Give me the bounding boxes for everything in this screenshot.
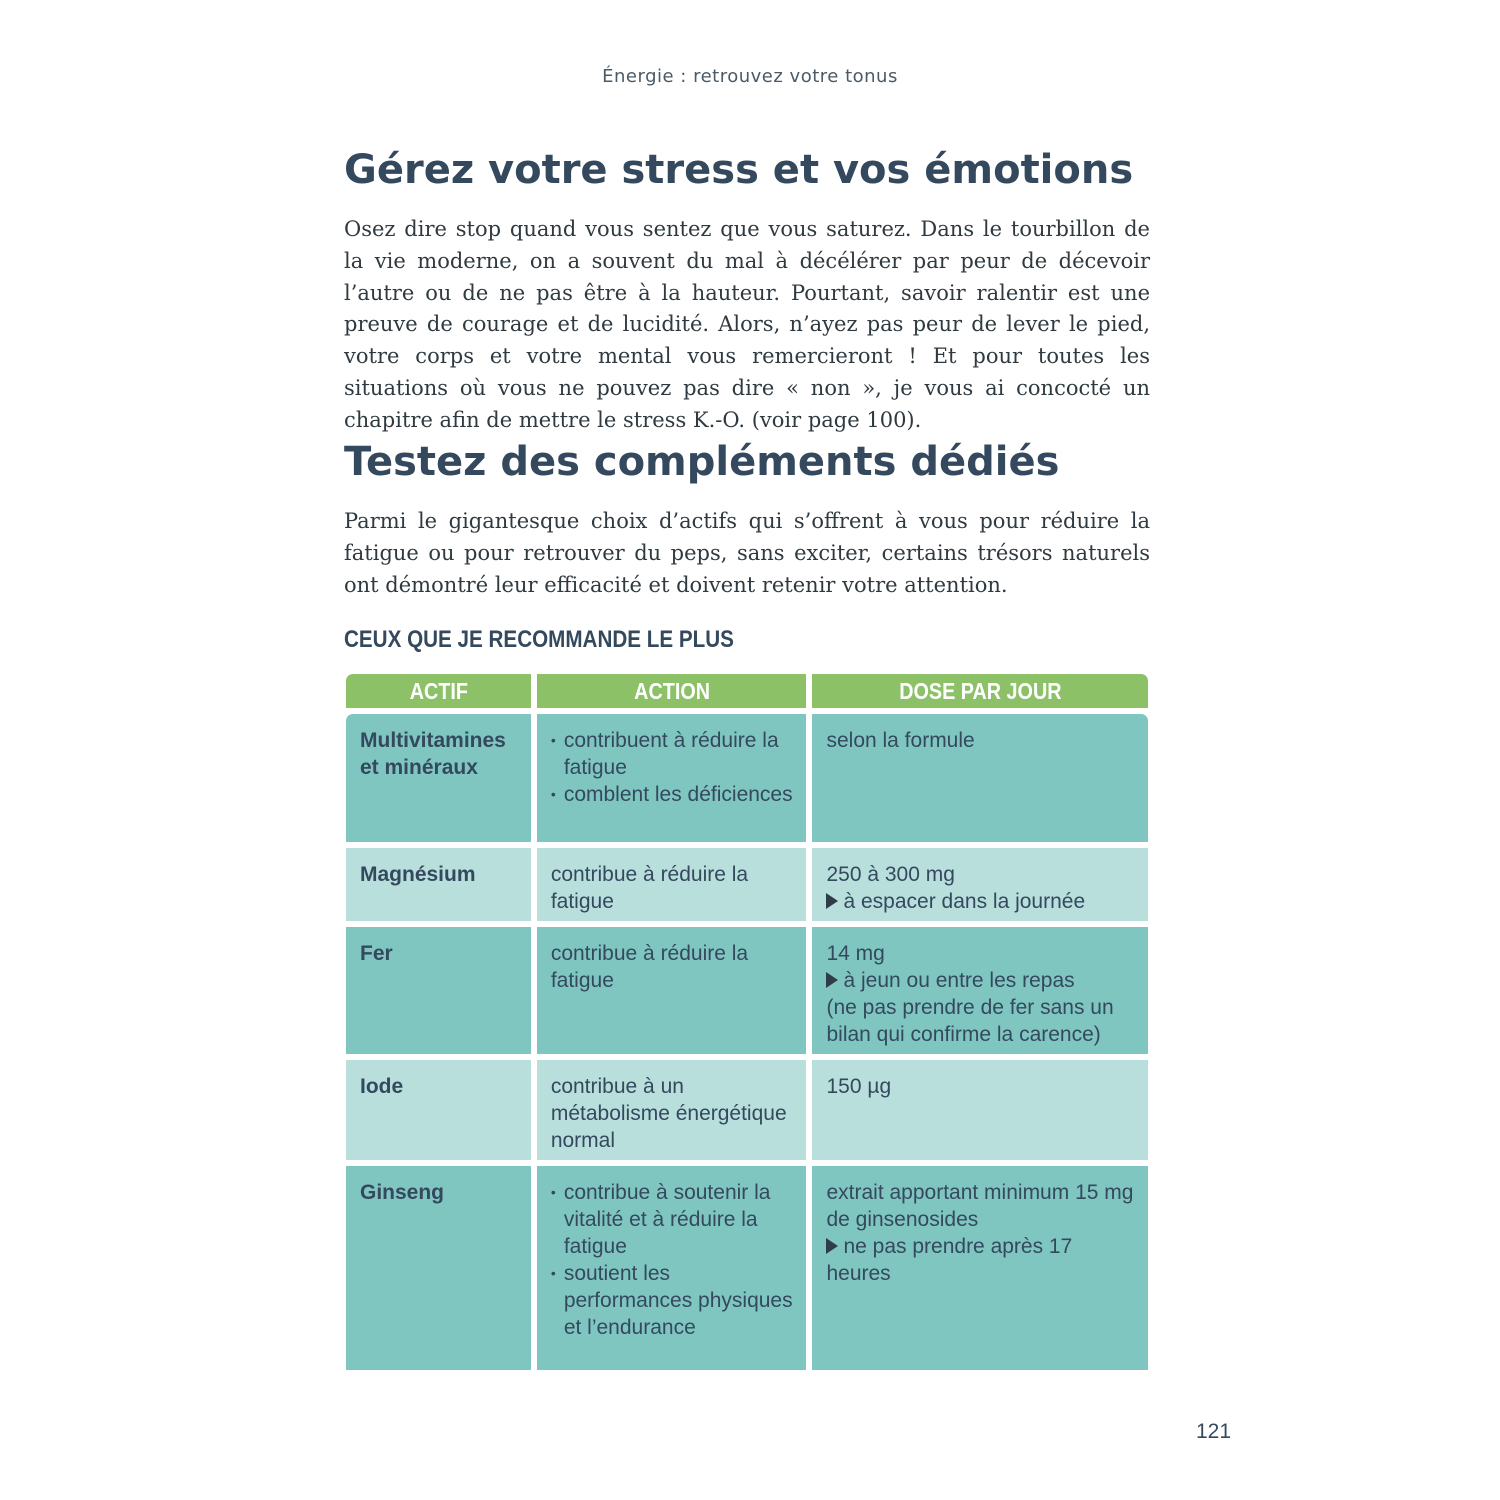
triangle-right-icon [826,893,838,909]
action-bullet: • comblent les déficiences [551,781,795,808]
table-row [346,1060,1148,1160]
cell-action: contribue à réduire la fatigue [537,927,807,1054]
section-title-stress: Gérez votre stress et vos émotions [344,147,1134,193]
header-actif: ACTIF [346,674,531,708]
supplements-table [340,668,1154,1376]
cell-dose: 14 mg à jeun ou entre les repas (ne pas prendre de fer sans un bilan qui confirme la carence) [812,927,1148,1054]
table-header-row [346,674,1148,708]
section-stress [344,146,1150,437]
table-caption-wrap [344,626,1150,654]
table-row [346,927,1148,1054]
action-bullet: • contribuent à réduire la fatigue [551,727,795,781]
triangle-right-icon [826,972,838,988]
cell-actif: Magnésium [346,848,531,921]
cell-action: contribue à un métabolisme énergétique normal [537,1060,807,1160]
triangle-right-icon [826,1238,838,1254]
page-number: 121 [1196,1420,1232,1443]
header-action: ACTION [537,674,807,708]
section-title-supplements: Testez des compléments dédiés [344,439,1060,485]
table-row [346,714,1148,842]
cell-dose: selon la formule [812,714,1148,842]
cell-action: contribue à réduire la fatigue [537,848,807,921]
cell-dose: extrait apportant minimum 15 mg de ginsenosides ne pas prendre après 17 heures [812,1166,1148,1370]
section-body-supplements: Parmi le gigantesque choix d’actifs qui s’offrent à vous pour réduire la fatigue ou pour retrouver du peps, sans exciter, certains trésors naturels ont démontré leur efficacité et doivent retenir votre attention. [344,509,1150,597]
table-caption: CEUX QUE JE RECOMMANDE LE PLUS [344,626,734,653]
cell-dose: 250 à 300 mg à espacer dans la journée [812,848,1148,921]
cell-dose: 150 µg [812,1060,1148,1160]
running-head: Énergie : retrouvez votre tonus [602,66,898,87]
section-supplements [344,438,1150,601]
cell-action [537,714,807,842]
cell-action [537,1166,807,1370]
cell-actif: Ginseng [346,1166,531,1370]
cell-actif: Fer [346,927,531,1054]
section-body-stress: Osez dire stop quand vous sentez que vous saturez. Dans le tourbillon de la vie moderne, on a souvent du mal à décélérer par peur de décevoir l’autre ou de ne pas être à la hauteur. Pourtant, savoir ralentir est une preuve de courage et de lucidité. Alors, n’ayez pas peur de lever le pied, votre corps et votre mental vous remercieront ! Et pour toutes les situations où vous ne pouvez pas dire « non », je vous ai concocté un chapitre afin de mettre le stress K.-O. (voir page 100). [344,217,1150,432]
cell-actif: Multivitamines et minéraux [346,714,531,842]
header-dose: DOSE PAR JOUR [812,674,1148,708]
action-bullet: • contribue à soutenir la vitalité et à réduire la fatigue [551,1179,795,1260]
table-row [346,848,1148,921]
action-bullet: • soutient les performances physiques et l’endurance [551,1260,795,1341]
cell-actif: Iode [346,1060,531,1160]
table-row [346,1166,1148,1370]
